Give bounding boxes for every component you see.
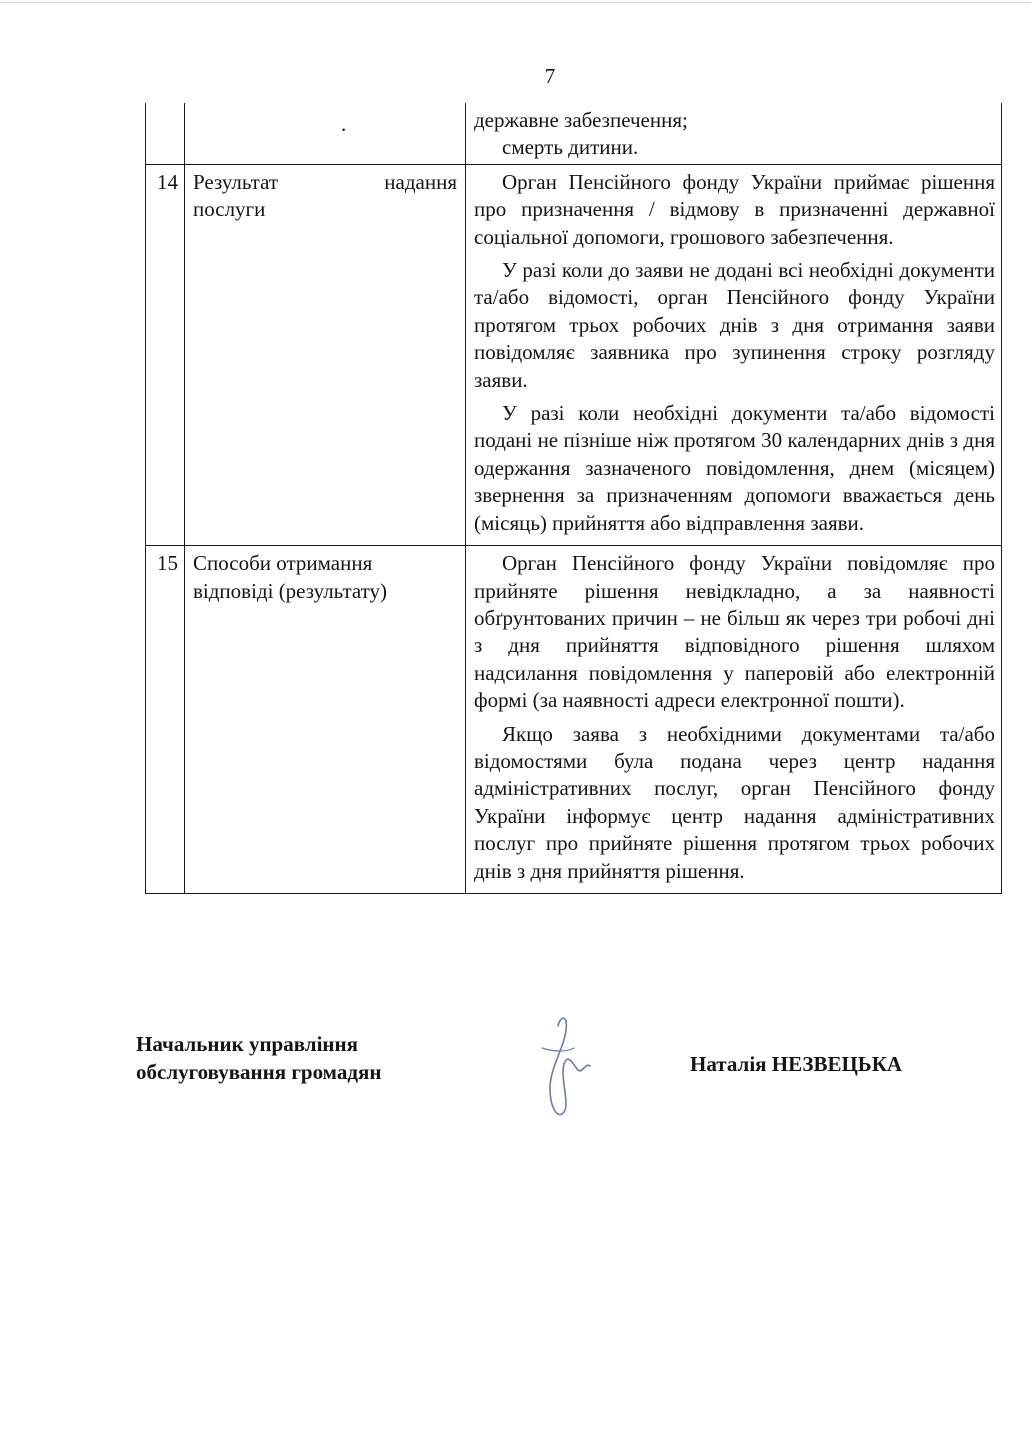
signatory-name: Наталія НЕЗВЕЦЬКА — [690, 1052, 903, 1076]
handwritten-signature — [528, 1008, 608, 1128]
row-title-line: Способи отримання — [193, 551, 373, 576]
row-title-line: відповіді (результату) — [193, 578, 388, 603]
row-number: 14 — [146, 164, 185, 545]
signatory-position-line: Начальник управління — [136, 1032, 358, 1056]
content-paragraph: Орган Пенсійного фонду України приймає рішення про призначення / відмову в призначенні державної соціальної допомоги, грошового забезпечення. — [474, 169, 995, 249]
row-title-line: Результат надання — [193, 169, 457, 194]
row-content — [466, 546, 1002, 894]
row-title — [185, 103, 466, 164]
content-paragraph: У разі коли необхідні документи та/або відомості подані не пізніше ніж протягом 30 календарних днів з дня одержання зазначеного повідомлення, днем (місяцем) звернення за призначенням допомоги вважається день (місяць) прийняття або відправлення заяви. — [474, 401, 995, 535]
row-content — [466, 103, 1002, 164]
signatory-position-line: обслуговування громадян — [136, 1060, 382, 1084]
content-paragraph: Орган Пенсійного фонду України повідомляє про прийняте рішення невідкладно, а за наявності обґрунтованих причин – не більш як через три робочі дні з дня прийняття відповідного рішення шляхом надсилання повідомлення у паперовій або електронній формі (за наявності адреси електронної пошти). — [474, 551, 995, 713]
table-row — [146, 103, 1002, 164]
row-number: 15 — [146, 546, 185, 894]
services-table — [145, 103, 1002, 894]
page-number: 7 — [544, 64, 556, 88]
row-title — [185, 546, 466, 894]
content-paragraph: державне забезпечення; — [474, 108, 688, 132]
content-paragraph: Якщо заява з необхідними документами та/або відомостями була подана через центр надання адміністративних послуг, орган Пенсійного фонду України інформує центр надання адміністративних послуг про прийняте рішення протягом трьох робочих днів з дня прийняття рішення. — [474, 721, 995, 883]
scan-dot: . — [341, 112, 347, 136]
table-row — [146, 164, 1002, 545]
signatory-position — [136, 1030, 381, 1086]
scan-edge-line — [0, 2, 1031, 3]
row-title-line: послуги — [193, 197, 266, 222]
row-content — [466, 164, 1002, 545]
content-paragraph: У разі коли до заяви не додані всі необхідні документи та/або відомості, орган Пенсійного фонду України протягом трьох робочих днів з дня отримання заяви повідомляє заявника про зупинення строку розгляду заяви. — [474, 258, 995, 392]
row-number — [146, 103, 185, 164]
row-title — [185, 164, 466, 545]
content-paragraph: смерть дитини. — [502, 135, 639, 160]
table-row — [146, 546, 1002, 894]
